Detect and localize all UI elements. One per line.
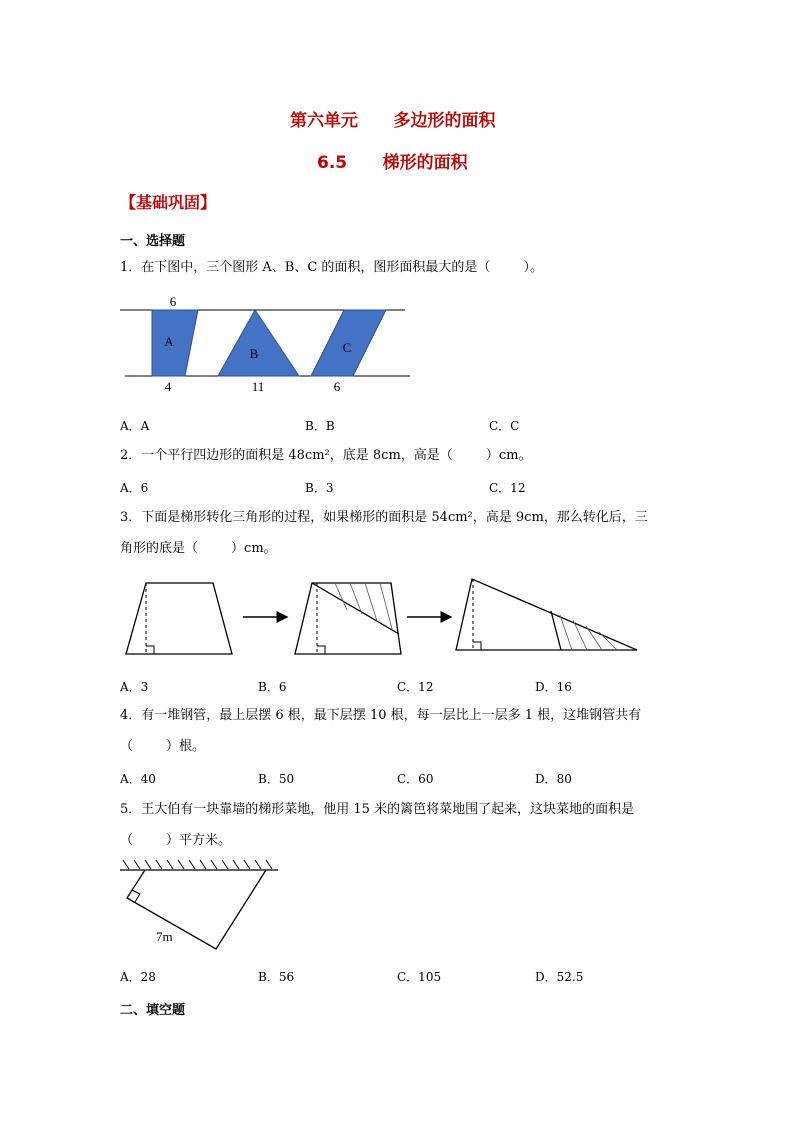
question-5-line1: 5．王大伯有一块靠墙的梯形菜地，他用 15 米的篱笆将菜地围了起来，这块菜地的面积是: [120, 802, 635, 817]
part1-heading: 一、选择题: [120, 234, 186, 249]
q4-option-b: B．50: [258, 772, 295, 786]
q3-option-a: A．3: [120, 680, 149, 694]
q4-option-d: D．80: [535, 772, 572, 786]
q5-option-a: A．28: [120, 970, 156, 984]
q2-option-a: A．6: [120, 481, 149, 495]
trapezoid-cut: [295, 583, 401, 654]
question-2-text: 2．一个平行四边形的面积是 48cm²，底是 8cm，高是（ ）cm。: [120, 448, 532, 463]
triangle-result: [456, 579, 637, 650]
right-angle-mark-icon: [146, 646, 154, 654]
q5-option-b: B．56: [258, 970, 295, 984]
question-5-line2: （ ）平方米。: [120, 833, 232, 848]
label-c: C: [342, 340, 352, 355]
q5-option-d: D．52.5: [535, 970, 584, 984]
unit-title: 第六单元 多边形的面积: [290, 111, 496, 131]
question-5-figure: [115, 856, 285, 956]
label-bottom-11: 11: [251, 379, 265, 394]
q4-option-a: A．40: [120, 772, 156, 786]
question-1-figure: [115, 293, 415, 395]
part2-heading: 二、填空题: [120, 1003, 186, 1018]
right-angle-mark-icon: [473, 642, 481, 650]
hatch-lines-2: [335, 583, 392, 629]
trapezoid-original: [126, 583, 232, 654]
q2-option-c: C．12: [489, 481, 526, 495]
q3-option-c: C．12: [397, 680, 434, 694]
section-label: 【基础巩固】: [120, 193, 217, 212]
wall-hatch-icon: [123, 860, 272, 869]
side-label-7m: 7m: [156, 929, 173, 944]
label-bottom-6: 6: [333, 379, 341, 394]
q5-option-c: C．105: [397, 970, 442, 984]
q2-option-b: B．3: [305, 481, 334, 495]
label-a: A: [164, 334, 174, 349]
label-b: B: [249, 346, 259, 361]
shape-a-trapezoid: [152, 310, 198, 376]
question-4-line1: 4．有一堆钢管，最上层摆 6 根，最下层摆 10 根，每一层比上一层多 1 根，这堆钢管共有: [120, 708, 642, 723]
q1-option-a: A．A: [120, 419, 150, 433]
right-angle-mark-icon: [317, 646, 325, 654]
question-3-line2: 角形的底是（ ）cm。: [120, 541, 277, 556]
label-top-6: 6: [169, 294, 177, 309]
shape-b-triangle: [218, 310, 299, 376]
lesson-title: 6.5 梯形的面积: [317, 153, 468, 173]
question-3-line1: 3．下面是梯形转化三角形的过程，如果梯形的面积是 54cm²，高是 9cm，那么转化后，三: [120, 510, 648, 525]
right-angle-mark-icon: [132, 890, 140, 902]
q3-option-b: B．6: [258, 680, 287, 694]
garden-trapezoid: [127, 870, 266, 949]
q4-option-c: C．60: [397, 772, 434, 786]
question-4-line2: （ ）根。: [120, 739, 206, 754]
question-3-figure: [115, 572, 645, 660]
q1-option-b: B．B: [305, 419, 335, 433]
cut-diagonal: [312, 583, 399, 634]
label-bottom-4: 4: [164, 379, 172, 394]
q1-option-c: C．C: [489, 419, 520, 433]
q3-option-d: D．16: [535, 680, 572, 694]
question-1-text: 1．在下图中，三个图形 A、B、C 的面积，图形面积最大的是（ ）。: [120, 260, 543, 275]
